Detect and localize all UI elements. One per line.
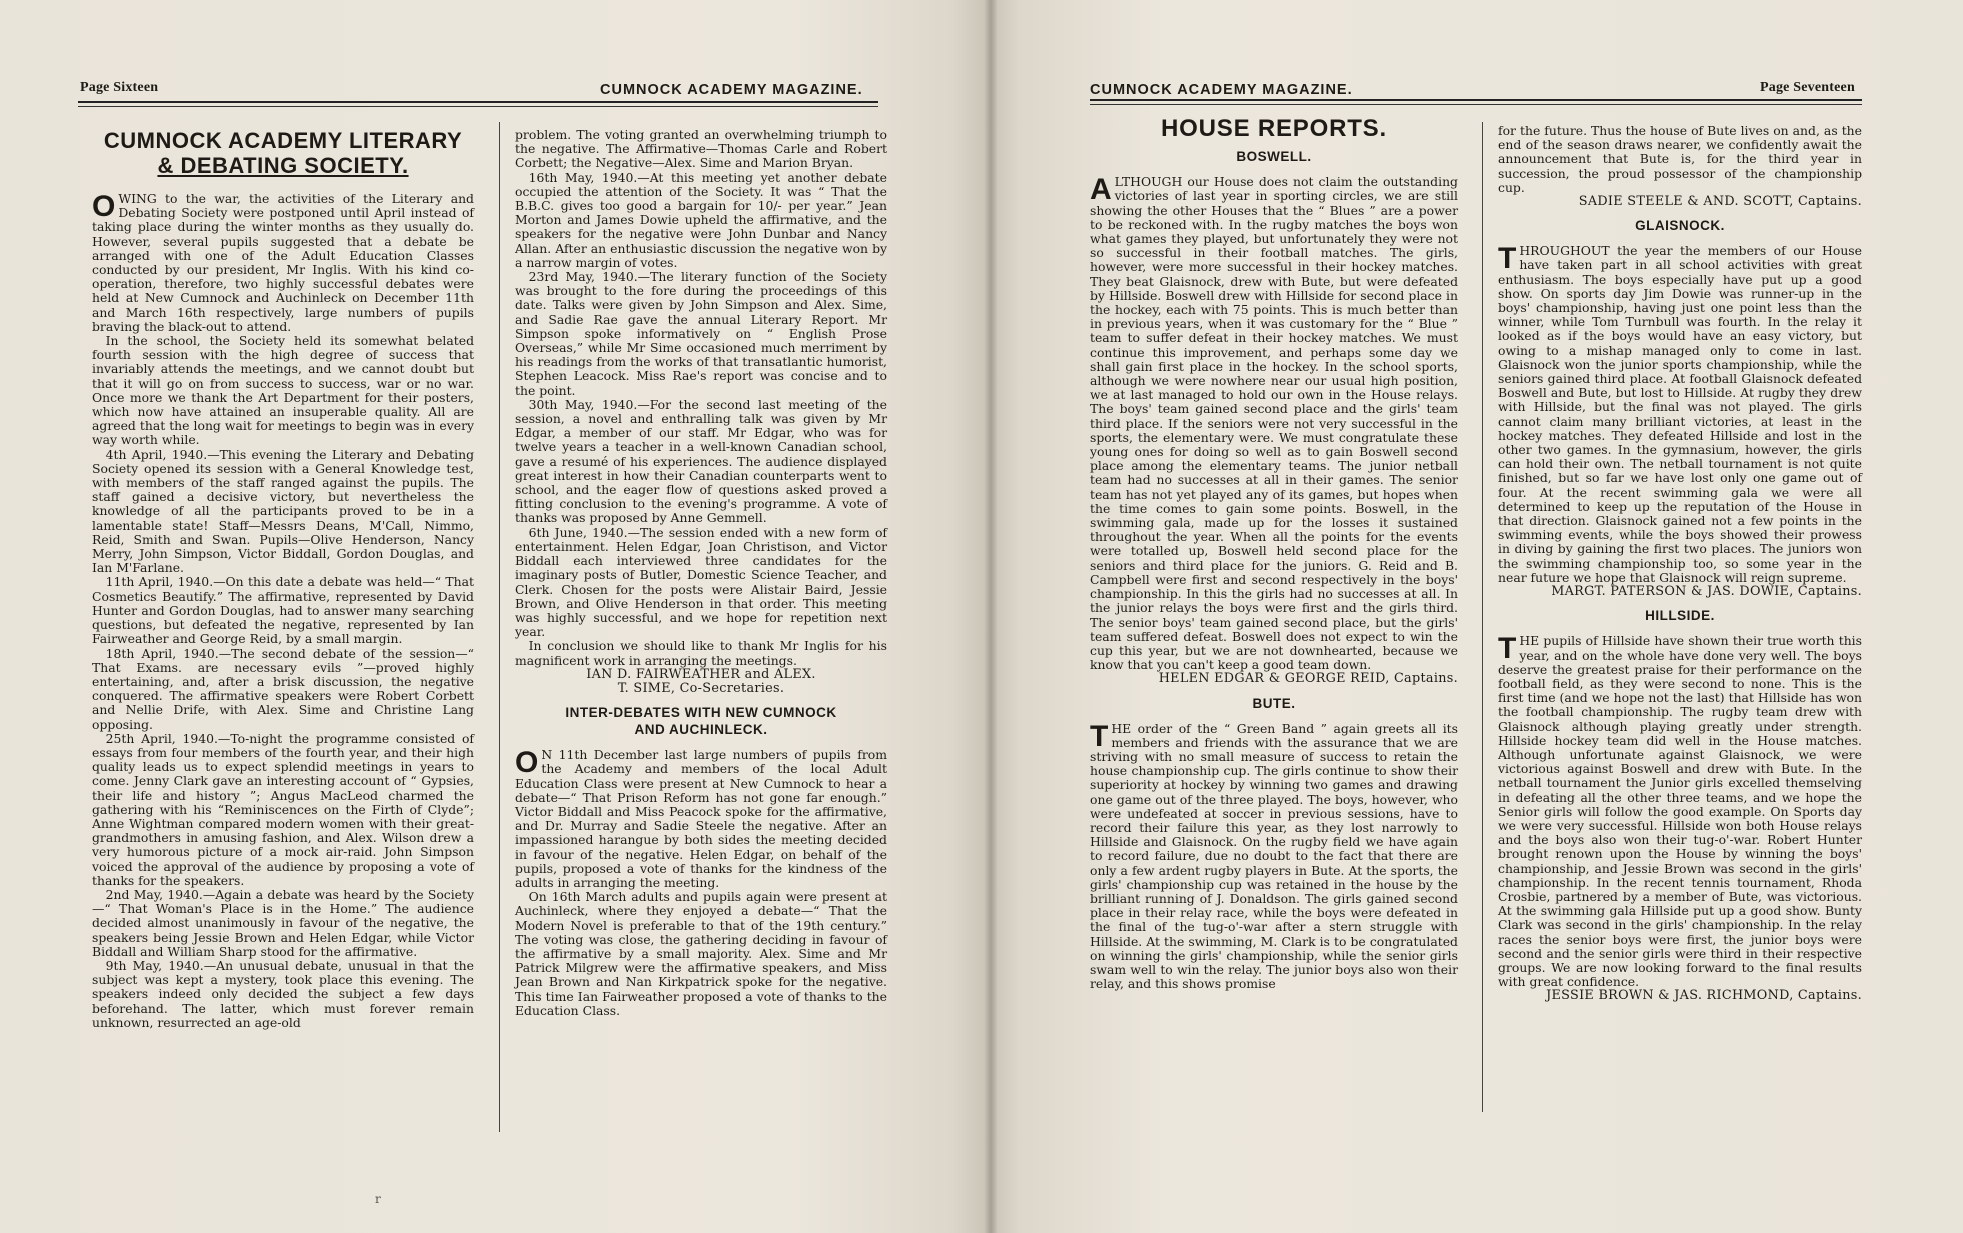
paragraph: 9th May, 1940.—An unusual debate, unusual in that the subject was kept a mystery, took place this evening. The speakers indeed only decided the subject a few days beforehand. The latter, which must forever remain unknown, resurrected an age-old (92, 957, 474, 1030)
literary-society-column (92, 128, 474, 1030)
page-number: Page Seventeen (1760, 80, 1855, 95)
glaisnock-title: GLAISNOCK. (1635, 218, 1725, 234)
house-reports-column-2 (1498, 124, 1862, 1004)
intro-text: WING to the war, the activities of the Literary and Debating Society were postponed until April instead of taking place during the winter months as they usually do. However, several pupils suggested that a debate be arranged with one of the Adult Education Classes conducted by our president, Mr Inglis. With his kind co-operation, therefore, two highly successful debates were held at New Cumnock and Auchinleck on December 11th and March 16th respectively, large numbers of pupils braving the black-out to attend. (92, 191, 474, 334)
inter-title-line-1: INTER-DEBATES WITH NEW CUMNOCK (565, 705, 837, 721)
article-title (92, 128, 474, 178)
paragraph: 23rd May, 1940.—The literary function of the Society was brought to the fore during the proceedings of this date. Talks were given by John Simpson and Alex. Sime, and Sadie Rae gave the annual Literary Report. Mr Simpson spoke informatively on “ English Prose Overseas,” while Mr Sime occasioned much merriment by his readings from the works of that transatlantic humorist, Stephen Leacock. Miss Rae's report was concise and to the point. (515, 269, 887, 398)
bute-report (1090, 719, 1458, 992)
title-line-1: CUMNOCK ACADEMY LITERARY (103, 128, 463, 153)
paragraph: 30th May, 1940.—For the second last meeting of the session, a novel and enthralling talk was given by Mr Edgar, a member of our staff. Mr Edgar, who was for twelve years a teacher in a well-known Canadian school, gave a resumé of his experiences. The audience displayed great interest in how their Canadian counterparts went to school, and the eager flow of questions asked proved a fitting conclusion to the evening's programme. A vote of thanks was proposed by Anne Gemmell. (515, 396, 887, 526)
hillside-title: HILLSIDE. (1645, 608, 1715, 624)
header-rule (78, 101, 878, 103)
bute-text: HE order of the “ Green Band ” again greets all its members and friends with the assurance that we are striving with no small measure of success to retain the house championship cup. The girls continue to show their superiority at hockey by winning two games and drawing one game out of the three played. The boys, however, who were undefeated at soccer in previous sessions, have to record their failure this year, as they lost narrowly to Hillside and Glaisnock. On the rugby field we have again to record failure, due no doubt to the fact that there are only a few ardent rugby players in Bute. At the sports, the girls' championship cup was retained in the house by the brilliant running of J. Donaldson. The girls gained second place in their relay race, while the boys were defeated in the final of the tug-o'-war after a stern struggle with Hillside. At the swimming, M. Clark is to be congratulated on winning the girls' championship, while the senior girls swam well to win the relay. The junior boys also won their relay, and this shows promise (1090, 720, 1458, 992)
page-mark: r (375, 1192, 381, 1206)
page-number: Page Sixteen (80, 80, 159, 95)
intro-paragraph (92, 192, 474, 334)
paragraph: 16th May, 1940.—At this meeting yet another debate occupied the attention of the Society. It was “ That the B.B.C. gives too good a bargain for 10/- per year.” Jean Morton and James Dowie upheld the affirmative, and the speakers for the negative were John Dunbar and Nancy Allan. After an enthusiastic discussion the negative won by a narrow margin of votes. (515, 169, 887, 270)
hillside-captains: JESSIE BROWN & JAS. RICHMOND, Captains. (1546, 988, 1862, 1004)
hillside-report (1498, 634, 1862, 989)
book-gutter (984, 0, 998, 1233)
drop-cap: T (1090, 719, 1109, 753)
column-divider (499, 122, 500, 1132)
paragraph: On 16th March adults and pupils again were present at Auchinleck, where they enjoyed a debate—“ That the Modern Novel is preferable to that of the 19th century.” The voting was close, the gathering deciding in favour of the affirmative by a small majority. Alex. Sime and Mr Patrick Milgrew were the affirmative speakers, and Miss Jean Brown and Nan Kirkpatrick spoke for the negative. This time Ian Fairweather proposed a vote of thanks to the Education Class. (515, 889, 887, 1018)
house-reports-title: HOUSE REPORTS. (1161, 115, 1387, 142)
hillside-text: HE pupils of Hillside have shown their true worth this year, and on the whole have done very well. The boys deserve the greatest praise for their performance on the football field, as they were second to none. This is the first time (and we hope not the last) that Hillside has won the football championship. The rugby team drew with Glaisnock although playing greatly under strength. Hillside hockey team did well in the House matches. Although unfortunate against Glaisnock, we were victorious against Boswell and drew with Bute. In the netball tournament the Junior girls excelled themselving in defeating all the other three teams, and we hope the Senior girls will follow the good example. On Sports day we were very successful. Hillside won both House relays and the boys also won their tug-o'-war. Robert Hunter brought renown upon the House by winning the boys' championship, and Jessie Brown was second in the girls' championship. In the recent tennis tournament, Rhoda Crosbie, partnered by a member of Bute, was victorious. At the swimming gala Hillside put up a good show. Bunty Clark was second in the girls' championship. In the relay races the senior boys were first, the junior boys were second and the senior girls were third in their respective groups. We are now looking forward to the final results with great confidence. (1498, 633, 1862, 990)
glaisnock-captains: MARGT. PATERSON & JAS. DOWIE, Captains. (1551, 584, 1862, 600)
inter-title-line-2: AND AUCHINLECK. (634, 722, 768, 738)
header-rule (1090, 99, 1862, 101)
title-line-2: & DEBATING SOCIETY. (157, 153, 409, 178)
paragraph: 25th April, 1940.—To-night the programme consisted of essays from four members of the fourth year, and their high quality leads us to expect splendid meetings in years to come. Jenny Clark gave an interesting account of “ Gypsies, their life and history ”; Angus MacLeod charmed the gathering with his “Reminiscences on the Firth of Clyde”; Anne Wightman compared modern women with their great-grandmothers in amusing fashion, and Alex. Wilson drew a very humorous picture of a mock air-raid. John Simpson voiced the approval of the audience by proposing a vote of thanks for the speakers. (92, 730, 474, 888)
paragraph: problem. The voting granted an overwhelming triumph to the negative. The Affirmative—Thomas Carle and Robert Corbett; the Negative—Alex. Sime and Marion Bryan. (515, 127, 887, 171)
signature-line-2: T. SIME, Co-Secretaries. (617, 680, 785, 696)
inter-text: N 11th December last large numbers of pupils from the Academy and members of the local Adult Education Class were present at New Cumnock to hear a debate—“ That Prison Reform has not gone far enough.” Victor Biddall and Miss Peacock spoke for the affirmative, and Dr. Murray and Sadie Steele the negative. After an impassioned harangue by both sides the meeting decided in favour of the negative. Helen Edgar, on behalf of the pupils, proposed a vote of thanks for the kindness of the adults in arranging the meeting. (515, 747, 887, 890)
header-rule-thin (1090, 104, 1862, 105)
boswell-report (1090, 175, 1458, 672)
paragraph: 11th April, 1940.—On this date a debate was held—“ That Cosmetics Beautify.” The affirmative, represented by David Hunter and Gordon Douglas, had to answer many searching questions, but defeated the negative, represented by Ian Fairweather and George Reid, by a small margin. (92, 574, 474, 647)
header-rule-thin (78, 106, 878, 107)
paragraph: 4th April, 1940.—This evening the Literary and Debating Society opened its session with a General Knowledge test, with members of the staff ranged against the pupils. The staff gained a decisive victory, but nevertheless the knowledge of all the participants proved to be in a lamentable state! Staff—Messrs Deans, M'Call, Nimmo, Reid, Smith and Swan. Pupils—Olive Henderson, Nancy Merry, John Simpson, Victor Biddall, Gordon Douglas, and Ian M'Farlane. (92, 446, 474, 576)
literary-society-column-2 (515, 128, 887, 1018)
glaisnock-text: HROUGHOUT the year the members of our House have taken part in all school activities with great enthusiasm. The boys especially have put up a good show. On sports day Jim Dowie was runner-up in the boys' championship, having just one point less than the winner, while Tom Turnbull was fourth. In the relay it looked as if the boys would have an easy victory, but owing to a mishap managed only to come in last. Glaisnock won the junior sports championship, while the seniors gained third place. At football Glaisnock defeated Boswell and Bute, but lost to Hillside. At rugby they drew with Hillside, but the final was not played. The girls cannot claim many brilliant victories, at least in the hockey matches. They defeated Hillside and lost in the other two games. In the gymnasium, however, the girls can hold their own. The netball tournament is not quite finished, but so far we have lost only one game out of four. At the recent swimming gala we were all determined to keep up the reputation of the House in that direction. Glaisnock gained not a few points in the swimming events, while the boys showed their prowess in diving by gaining the first two places. The juniors won the swimming championship too, so some year in the near future we hope that Glaisnock will reign supreme. (1498, 243, 1862, 585)
boswell-captains: HELEN EDGAR & GEORGE REID, Captains. (1158, 671, 1458, 687)
bute-continued: for the future. Thus the house of Bute lives on and, as the end of the season draws nearer, we confidently await the announcement that Bute is, for the third year in succession, the proud possessor of the championship cup. (1498, 123, 1862, 195)
magazine-title: CUMNOCK ACADEMY MAGAZINE. (600, 82, 863, 98)
paragraph: In the school, the Society held its somewhat belated fourth session with the high degree of success that invariably attends the meetings, and we cannot doubt but that it will go on from success to success, war or no war. Once more we thank the Art Department for their posters, which now have attained an insuperable quality. All are agreed that the long wait for meetings to begin was in every way worth while. (92, 333, 474, 448)
inter-paragraph (515, 748, 887, 890)
magazine-title: CUMNOCK ACADEMY MAGAZINE. (1090, 82, 1353, 98)
bute-title: BUTE. (1252, 695, 1296, 711)
paragraph: 18th April, 1940.—The second debate of the session—“ That Exams. are necessary evils ”—proved highly entertaining, and, after a brisk discussion, the negative conquered. The affirmative speakers were Robert Corbett and Nellie Drife, with Alex. Sime and Christine Lang opposing. (92, 645, 474, 732)
page-seventeen (990, 0, 1963, 1233)
inter-debates-title (515, 704, 887, 738)
boswell-text: LTHOUGH our House does not claim the outstanding victories of last year in sporting circles, we are still showing the other Houses that the “ Blues ” are a power to be reckoned with. In the rugby matches the boys won what games they played, but unfortunately they were not so successful in their football matches. The girls, however, were more successful in their hockey matches. They beat Glaisnock, drew with Bute, but were defeated by Hillside. Boswell drew with Hillside for second place in the hockey, each with 75 points. This is much better than in previous years, when it was customary for the “ Blue ” team to suffer defeat in their hockey matches. We must continue this improvement, and perhaps some day we shall gain first place in the hockey. In the school sports, although we were nowhere near our usual high position, we at last managed to hold our own in the House relays. The boys' team gained second place and the girls' team third place. If the seniors were not very successful in the sports, the elementary were. We must congratulate these young ones for doing so well as to gain Boswell second place among the elementary teams. The junior netball team had no successes at all in their games. The senior team has not yet played any of its games, but hopes when the time comes to gain some points. Boswell, in the swimming gala, made up for the losses it sustained throughout the year. When all the points for the events were totalled up, Boswell held second place for the seniors and third place for the juniors. G. Reid and B. Campbell were first and second respectively in the boys' championship. In this the girls had no successes at all. In the junior relays the boys were first and the girls third. The senior boys' team gained second place, but the girls' team suffered defeat. Boswell does not expect to win the cup this year, but we are not downhearted, because we know that you can't keep a good team down. (1090, 174, 1458, 673)
glaisnock-report (1498, 244, 1862, 585)
paragraph: 2nd May, 1940.—Again a debate was heard by the Society—“ That Woman's Place is in the Home.” The audience decided almost unanimously in favour of the negative, the speakers being Jessie Brown and Helen Edgar, while Victor Biddall and William Sharp stood for the affirmative. (92, 886, 474, 959)
column-divider (1482, 122, 1483, 1112)
secretaries-signature (515, 668, 887, 696)
drop-cap: T (1498, 242, 1517, 276)
bute-captains: SADIE STEELE & AND. SCOTT, Captains. (1578, 194, 1862, 210)
signature-line-1: IAN D. FAIRWEATHER and ALEX. (586, 666, 816, 682)
paragraph: 6th June, 1940.—The session ended with a new form of entertainment. Helen Edgar, Joan Christison, and Victor Biddall each interviewed three candidates for the imaginary posts of Butler, Domestic Science Teacher, and Clerk. Chosen for the posts were Alistair Baird, Jessie Brown, and Olive Henderson in that order. This meeting was highly successful, and we hope for repetition next year. (515, 524, 887, 640)
drop-cap: A (1090, 173, 1112, 207)
house-reports-column-1 (1090, 115, 1458, 992)
drop-cap: O (515, 746, 539, 780)
drop-cap: O (92, 190, 116, 223)
drop-cap: T (1498, 632, 1517, 666)
boswell-title: BOSWELL. (1236, 149, 1312, 165)
paragraph: In conclusion we should like to thank Mr Inglis for his magnificent work in arranging the meetings. (515, 638, 887, 668)
